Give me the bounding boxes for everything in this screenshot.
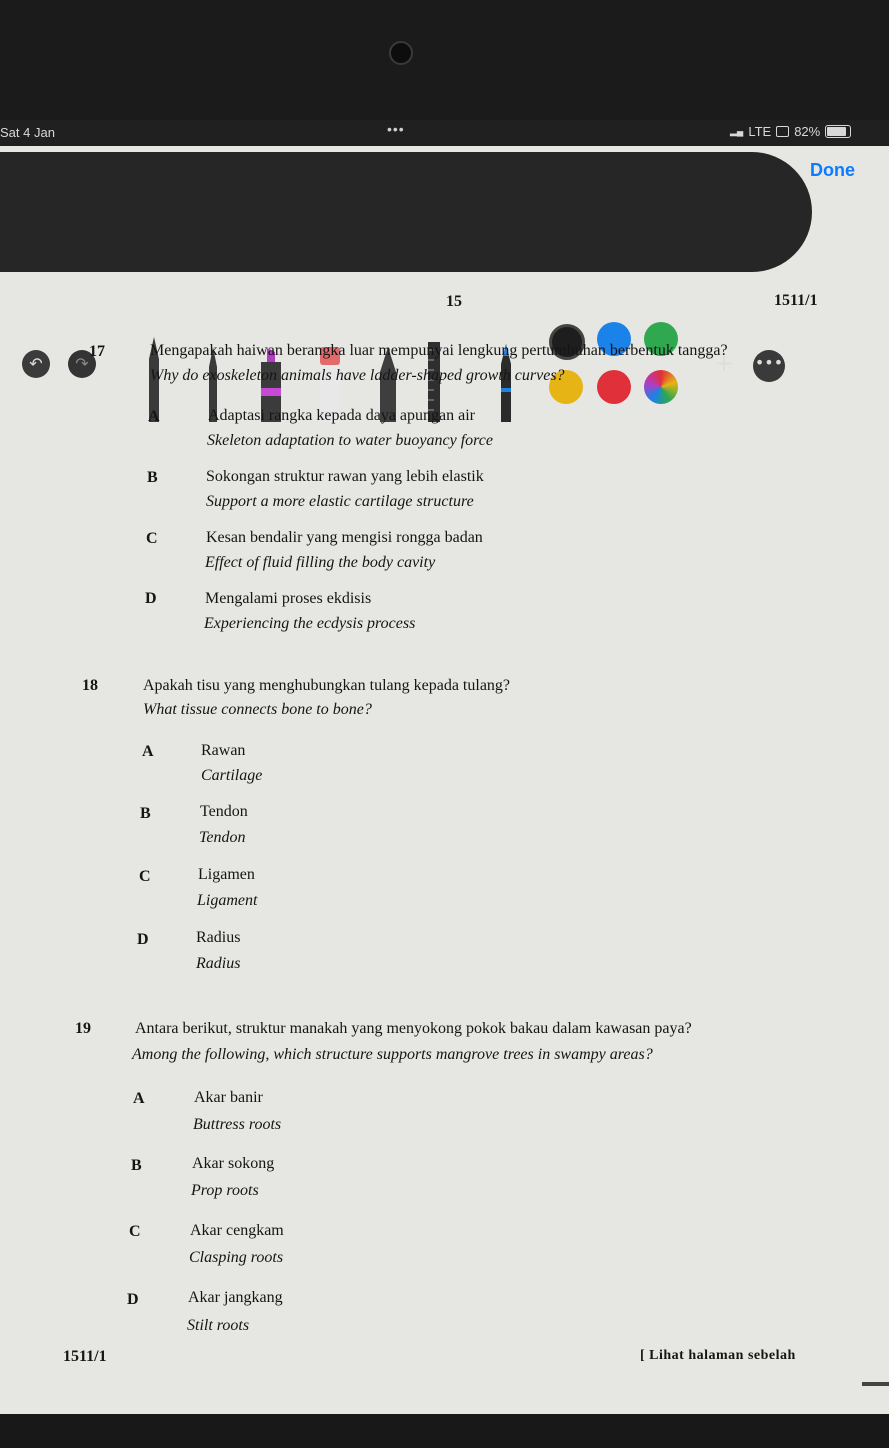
option-letter: B: [147, 469, 158, 486]
device-bezel: [0, 0, 889, 120]
status-date: Sat 4 Jan: [0, 125, 55, 140]
done-button[interactable]: Done: [810, 160, 855, 180]
color-picker-swatch[interactable]: [644, 370, 678, 404]
page-number: 15: [446, 293, 462, 310]
option-letter: B: [131, 1157, 142, 1174]
question-text-english: What tissue connects bone to bone?: [143, 701, 372, 718]
question-text-english: Why do exoskeleton animals have ladder-shaped growth curves?: [150, 367, 565, 384]
add-icon[interactable]: +: [713, 349, 735, 377]
battery-icon: [825, 125, 851, 138]
option-letter: C: [146, 530, 158, 547]
option-letter: D: [145, 590, 157, 607]
option-letter: C: [139, 868, 151, 885]
option-letter: A: [133, 1090, 145, 1107]
question-number: 18: [82, 677, 98, 694]
option-malay: Akar jangkang: [188, 1289, 283, 1306]
next-page-note: [ Lihat halaman sebelah: [640, 1348, 796, 1363]
more-options-icon[interactable]: •••: [753, 350, 785, 382]
signal-icon: ▂▄: [730, 126, 744, 136]
option-malay: Tendon: [200, 803, 248, 820]
status-bar: [0, 120, 889, 146]
multitasking-dots-icon[interactable]: •••: [387, 121, 405, 137]
option-malay: Ligamen: [198, 866, 255, 883]
color-red-swatch[interactable]: [597, 370, 631, 404]
question-number: 17: [89, 343, 105, 360]
option-malay: Kesan bendalir yang mengisi rongga badan: [206, 529, 483, 546]
option-letter: B: [140, 805, 151, 822]
option-english: Clasping roots: [189, 1249, 284, 1266]
option-letter: D: [127, 1291, 139, 1308]
battery-percent: 82%: [794, 124, 821, 139]
question-text-english: Among the following, which structure supports mangrove trees in swampy areas?: [132, 1046, 653, 1063]
camera-icon: [389, 41, 413, 65]
option-english: Radius: [196, 955, 241, 972]
option-english: Cartilage: [201, 767, 263, 784]
question-text-malay: Apakah tisu yang menghubungkan tulang kepada tulang?: [143, 677, 511, 694]
option-english: Buttress roots: [193, 1116, 282, 1133]
network-label: LTE: [748, 124, 772, 139]
option-english: Ligament: [197, 892, 258, 909]
option-english: Experiencing the ecdysis process: [204, 615, 416, 632]
option-letter: D: [137, 931, 149, 948]
redo-icon[interactable]: ↷: [68, 350, 96, 378]
question-text-malay: Mengapakah haiwan berangka luar mempunyai lengkung pertumbuhan berbentuk tangga?: [150, 342, 728, 359]
option-malay: Akar sokong: [192, 1155, 275, 1172]
question-number: 19: [75, 1020, 91, 1037]
option-letter: A: [148, 408, 160, 425]
paper-code-bottom: 1511/1: [63, 1348, 107, 1365]
option-english: Skeleton adaptation to water buoyancy force: [207, 432, 494, 449]
option-malay: Akar cengkam: [190, 1222, 284, 1239]
option-malay: Rawan: [201, 742, 246, 759]
option-malay: Adaptasi rangka kepada daya apungan air: [208, 407, 475, 424]
option-english: Prop roots: [191, 1182, 259, 1199]
option-letter: C: [129, 1223, 141, 1240]
option-english: Effect of fluid filling the body cavity: [205, 554, 436, 571]
option-malay: Akar banir: [194, 1089, 263, 1106]
question-text-malay: Antara berikut, struktur manakah yang menyokong pokok bakau dalam kawasan paya?: [135, 1020, 692, 1037]
screen-lock-icon: [776, 126, 789, 137]
option-letter: A: [142, 743, 154, 760]
option-english: Tendon: [199, 829, 246, 846]
option-english: Stilt roots: [187, 1317, 250, 1334]
scroll-indicator[interactable]: [862, 1382, 889, 1386]
status-indicators: [730, 124, 851, 139]
option-malay: Sokongan struktur rawan yang lebih elastik: [206, 468, 484, 485]
option-malay: Radius: [196, 929, 241, 946]
paper-code-top: 1511/1: [774, 292, 818, 309]
option-english: Support a more elastic cartilage structure: [206, 493, 474, 510]
undo-icon[interactable]: ↶: [22, 350, 50, 378]
device-bottom-bezel: [0, 1414, 889, 1448]
option-malay: Mengalami proses ekdisis: [205, 590, 372, 607]
